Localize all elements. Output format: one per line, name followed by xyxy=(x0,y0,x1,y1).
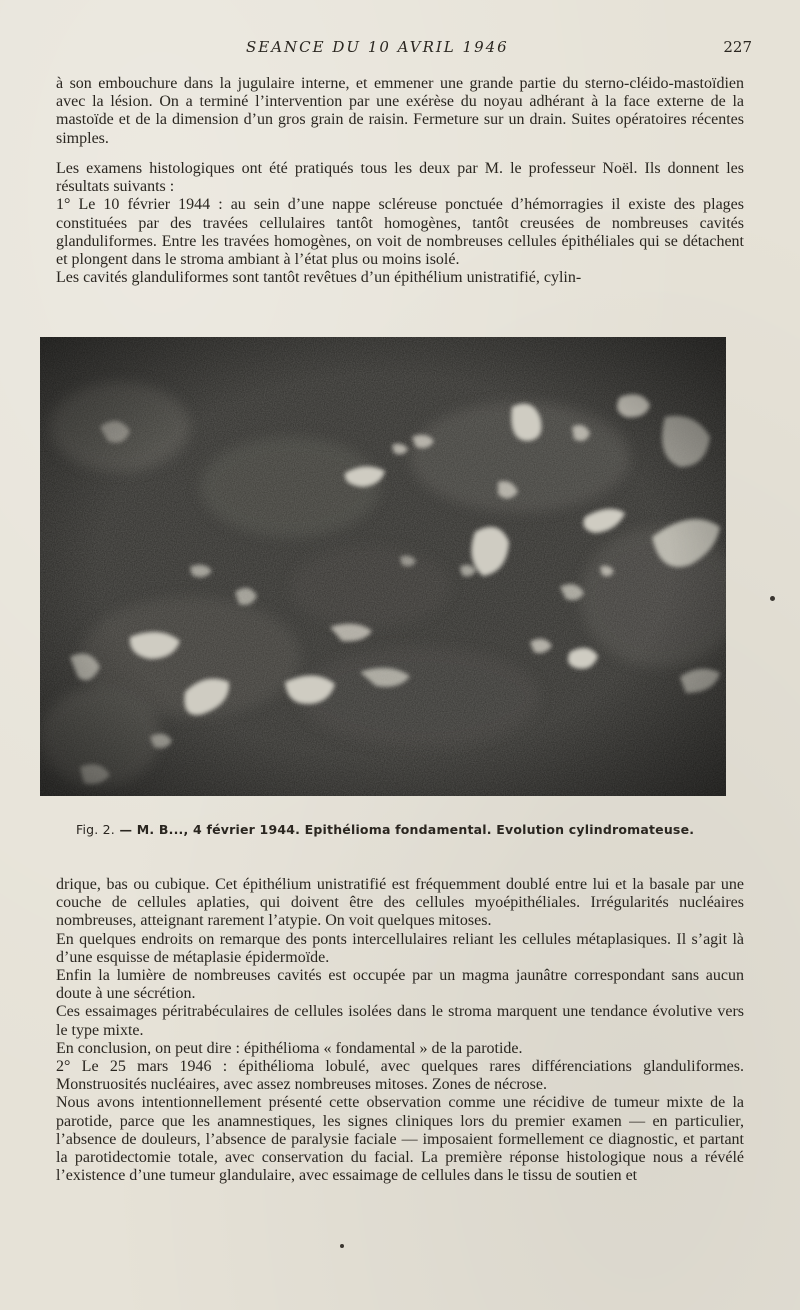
figure-caption-text: — M. B..., 4 février 1944. Epithélioma fondamental. Evolution cylindromateuse. xyxy=(119,822,695,837)
paragraph: Les examens histologiques ont été pratiqués tous les deux par M. le professeur Noël. Ils donnent les résultats suivants : xyxy=(56,160,744,196)
text-block-bottom xyxy=(56,876,744,1185)
paragraph: 1° Le 10 février 1944 : au sein d’une nappe scléreuse ponctuée d’hémorragies il existe des plages constituées par des travées cellulaires tantôt homogènes, tantôt creusées de nombreuses cavités glanduliformes. Entre les travées homogènes, on voit de nombreuses cellules épithéliales qui se détachent et plongent dans le stroma ambiant à l’état plus ou moins isolé. xyxy=(56,196,744,269)
micrograph-image xyxy=(40,337,726,796)
micrograph-figure xyxy=(40,337,726,796)
paragraph: Les cavités glanduliformes sont tantôt revêtues d’un épithélium unistratifié, cylin- xyxy=(56,269,582,287)
text-block-top xyxy=(56,75,744,148)
paragraph: Nous avons intentionnellement présenté cette observation comme une récidive de tumeur mixte de la parotide, parce que les anamnestiques, les signes cliniques lors du premier examen — en particulier, l’absence de douleurs, l’absence de paralysie faciale — imposaient formellement ce diagnostic, et partant la parotidectomie totale, avec conservation du facial. La première réponse histologique nous a révélé l’existence d’une tumeur glandulaire, avec essaimage de cellules dans le tissu de soutien et xyxy=(56,1094,744,1185)
page-number: 227 xyxy=(723,38,752,56)
paragraph: drique, bas ou cubique. Cet épithélium unistratifié est fréquemment doublé entre lui et la basale par une couche de cellules aplaties, qui doivent être des cellules myoépithéliales. Irrégularités nucléaires nombreuses, atteignant rarement l’atypie. On voit quelques mitoses. xyxy=(56,876,744,930)
running-head-title: SEANCE DU 10 AVRIL 1946 xyxy=(246,38,509,56)
running-head xyxy=(56,38,752,58)
paragraph: Ces essaimages péritrabéculaires de cellules isolées dans le stroma marquent une tendance évolutive vers le type mixte. xyxy=(56,1003,744,1039)
ink-spot xyxy=(770,596,775,601)
paragraph: Enfin la lumière de nombreuses cavités est occupée par un magma jaunâtre correspondant sans aucun doute à une sécrétion. xyxy=(56,967,744,1003)
figure-caption xyxy=(76,822,736,837)
paragraph: En conclusion, on peut dire : épithélioma « fondamental » de la parotide. xyxy=(56,1039,523,1057)
paragraph: 2° Le 25 mars 1946 : épithélioma lobulé, avec quelques rares différenciations glanduliformes. Monstruosités nucléaires, avec assez nombreuses mitoses. Zones de nécrose. xyxy=(56,1058,744,1094)
text-block-middle xyxy=(56,160,744,287)
figure-label: Fig. 2. xyxy=(76,822,115,837)
ink-spot xyxy=(340,1244,344,1248)
paragraph: En quelques endroits on remarque des ponts intercellulaires reliant les cellules métaplasiques. Il s’agit là d’une esquisse de métaplasie épidermoïde. xyxy=(56,930,744,966)
paragraph: à son embouchure dans la jugulaire interne, et emmener une grande partie du sterno-cléido-mastoïdien avec la lésion. On a terminé l’intervention par une exérèse du noyau adhérant à la face externe de la mastoïde et de la dimension d’un gros grain de raisin. Fermeture sur un drain. Suites opératoires récentes simples. xyxy=(56,75,744,147)
